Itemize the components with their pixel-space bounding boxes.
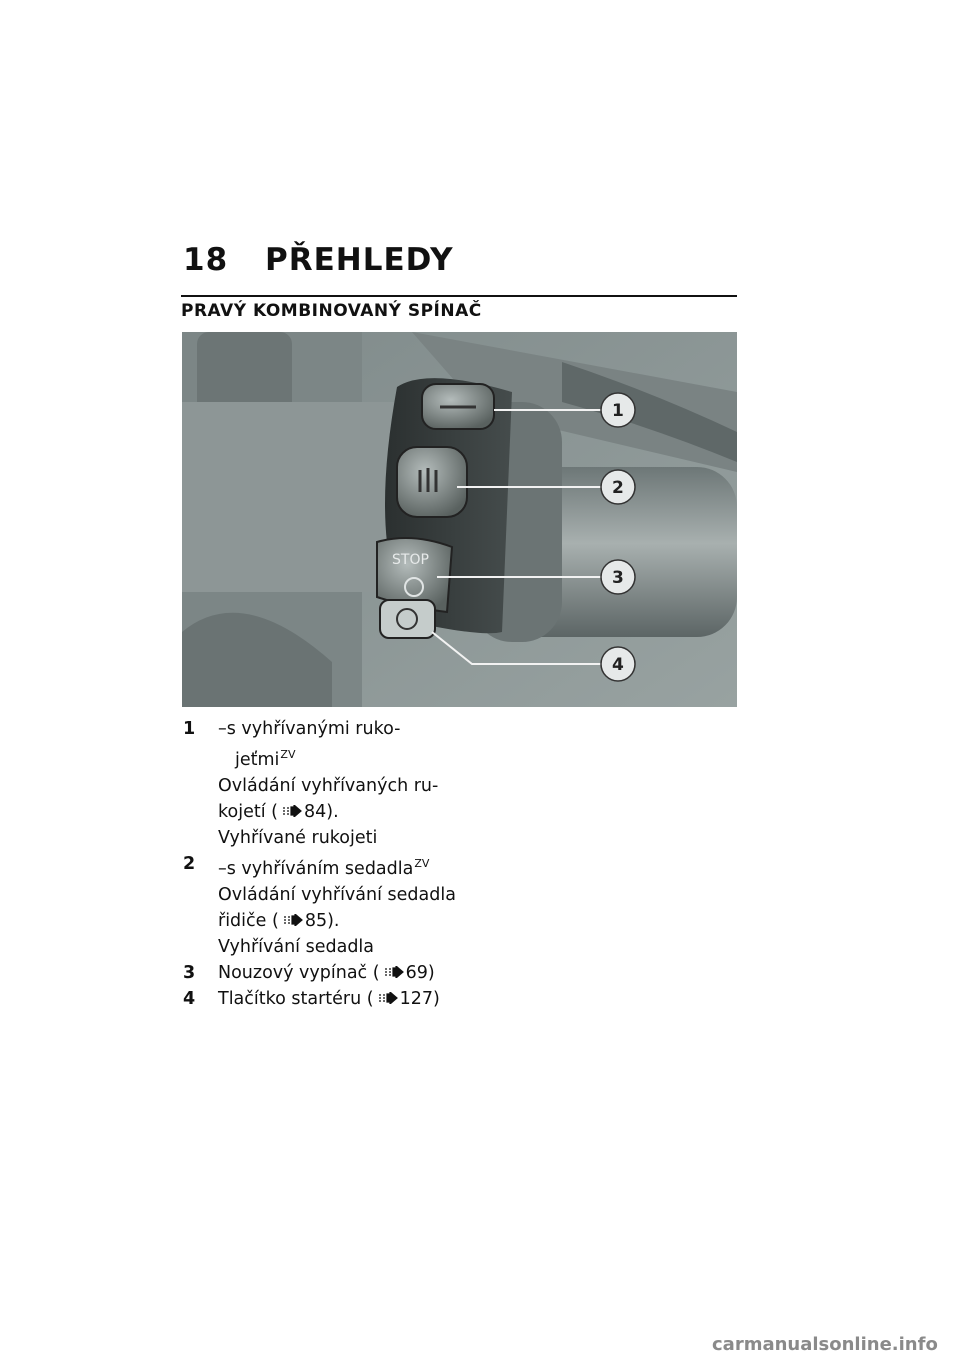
legend-line: jeťmi$^{ZV}$	[235, 748, 296, 770]
legend-number: 4	[183, 989, 196, 1009]
chapter-title: PŘEHLEDY	[265, 242, 454, 278]
superscript: ZV	[280, 748, 296, 761]
reference-arrow-icon	[378, 992, 398, 1004]
legend-number: 3	[183, 963, 196, 983]
reference-arrow-icon	[384, 966, 404, 978]
legend-line: Ovládání vyhřívaných ru-	[218, 776, 439, 796]
legend-item-2	[183, 851, 483, 960]
legend	[183, 716, 483, 1012]
callout-4	[601, 647, 635, 681]
legend-line: Vyhřívání sedadla	[218, 937, 375, 957]
legend-item-4	[183, 986, 483, 1012]
legend-line: –s vyhřívanými ruko-	[218, 719, 401, 739]
page-reference[interactable]: kojetí ( 84).	[218, 802, 339, 822]
reference-arrow-icon	[283, 914, 303, 926]
page-number: 18	[183, 242, 229, 278]
callout-3	[601, 560, 635, 594]
svg-text:3: 3	[612, 568, 624, 588]
legend-line: Ovládání vyhřívání sedadla	[218, 885, 456, 905]
page-reference[interactable]: Nouzový vypínač ( 69)	[218, 963, 435, 983]
svg-text:4: 4	[612, 655, 624, 675]
callout-2	[601, 470, 635, 504]
legend-line: Vyhřívané rukojeti	[218, 828, 378, 848]
section-title: PRAVÝ KOMBINOVANÝ SPÍNAČ	[181, 301, 482, 321]
header-rule	[181, 295, 737, 297]
callout-1	[601, 393, 635, 427]
legend-item-1	[183, 716, 483, 851]
superscript: ZV	[414, 857, 430, 870]
svg-text:2: 2	[612, 478, 624, 498]
reference-arrow-icon	[282, 805, 302, 817]
legend-number: 2	[183, 854, 196, 874]
legend-number: 1	[183, 719, 196, 739]
legend-item-3	[183, 960, 483, 986]
page-reference[interactable]: řidiče ( 85).	[218, 911, 340, 931]
page-reference[interactable]: Tlačítko startéru ( 127)	[218, 989, 440, 1009]
watermark: carmanualsonline.info	[712, 1334, 938, 1355]
handlebar-switch-illustration	[182, 332, 737, 707]
svg-text:1: 1	[612, 401, 624, 421]
stop-label: STOP	[392, 552, 429, 568]
legend-line: –s vyhříváním sedadla$^{ZV}$	[218, 857, 430, 879]
